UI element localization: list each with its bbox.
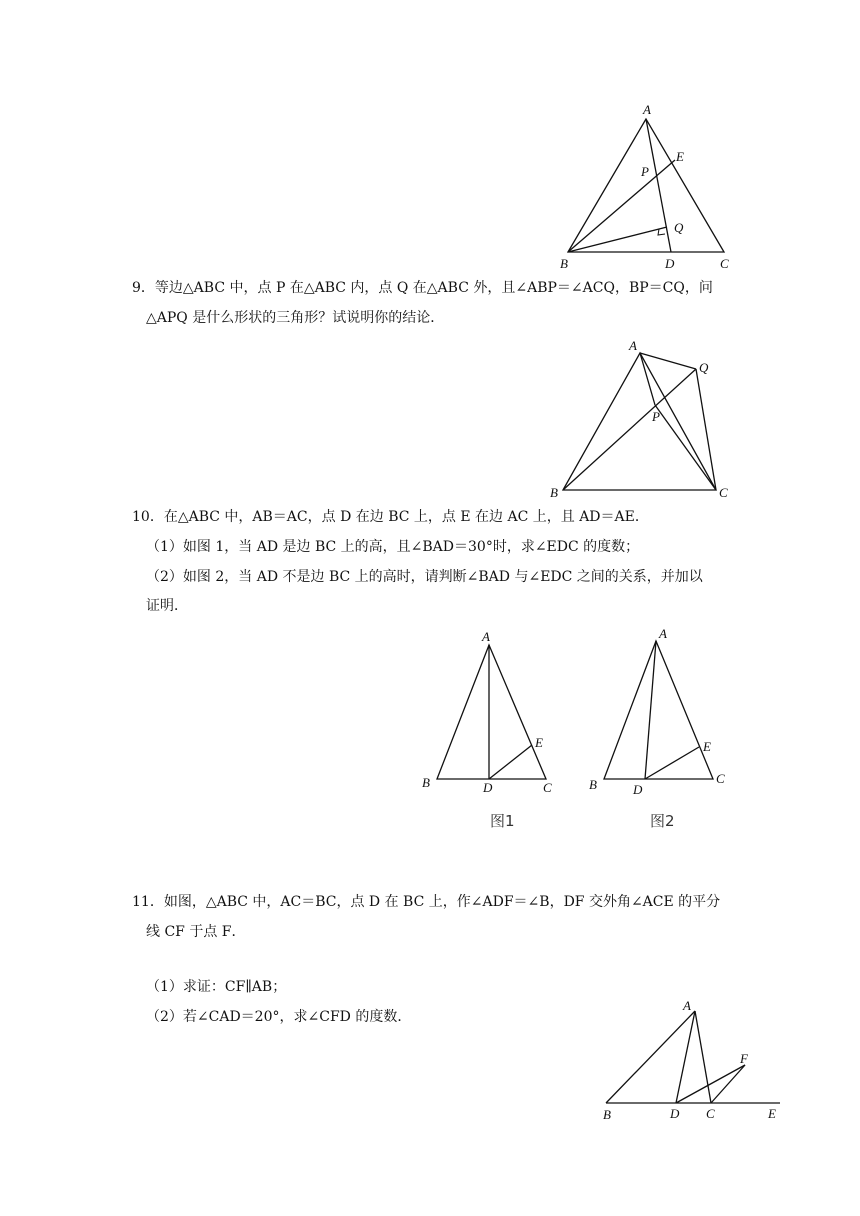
label-e: E bbox=[703, 739, 711, 754]
label-b: B bbox=[422, 775, 430, 790]
label-d: D bbox=[633, 782, 643, 797]
figure-q11 bbox=[595, 993, 790, 1123]
label-b: B bbox=[603, 1107, 611, 1122]
q10-part2-line2: 证明． bbox=[146, 598, 188, 614]
right-angle-mark bbox=[658, 229, 665, 235]
segment-aq bbox=[640, 353, 696, 369]
label-f: F bbox=[740, 1051, 748, 1066]
figure-caption-1: 图1 bbox=[490, 812, 515, 830]
segment-cf bbox=[711, 1065, 745, 1103]
figure-q10-fig2 bbox=[585, 622, 735, 802]
q11-text-line2: 线 CF 于点 F． bbox=[146, 924, 246, 940]
label-d: D bbox=[483, 780, 493, 795]
label-c: C bbox=[720, 256, 729, 271]
q9-text-line2: △APQ 是什么形状的三角形？试说明你的结论． bbox=[146, 310, 445, 326]
figure-q9 bbox=[540, 330, 750, 505]
triangle-abc bbox=[437, 645, 546, 779]
segment-ad bbox=[676, 1011, 695, 1103]
q11-text-line1: 11．如图，△ABC 中，AC＝BC，点 D 在 BC 上，作∠ADF＝∠B，DF 交外角∠ACE 的平分 bbox=[132, 894, 721, 910]
label-p: P bbox=[641, 164, 649, 179]
label-c: C bbox=[719, 485, 728, 500]
label-e: E bbox=[676, 149, 684, 164]
label-q: Q bbox=[699, 360, 709, 375]
segment-de bbox=[489, 745, 532, 779]
q10-part2-line1: （2）如图 2，当 AD 不是边 BC 上的高时，请判断∠BAD 与∠EDC 之间的关系，并加以 bbox=[146, 569, 703, 585]
segment-ab bbox=[606, 1011, 695, 1103]
segment-pc bbox=[655, 405, 716, 490]
label-b: B bbox=[589, 777, 597, 792]
triangle-abc bbox=[604, 641, 713, 779]
label-e: E bbox=[535, 735, 543, 750]
label-e: E bbox=[768, 1106, 776, 1121]
q10-part1: （1）如图 1，当 AD 是边 BC 上的高，且∠BAD＝30°时，求∠EDC 的度数； bbox=[146, 539, 640, 555]
label-q: Q bbox=[674, 220, 684, 235]
label-b: B bbox=[560, 256, 568, 271]
label-c: C bbox=[716, 771, 725, 786]
label-a: A bbox=[629, 338, 637, 353]
segment-bq bbox=[563, 369, 696, 490]
segment-ad bbox=[645, 641, 656, 779]
figure-q10-fig1 bbox=[415, 625, 565, 800]
figure-triangle-abc-pq bbox=[540, 98, 750, 278]
q11-part2: （2）若∠CAD＝20°，求∠CFD 的度数． bbox=[146, 1009, 412, 1025]
label-a: A bbox=[683, 998, 691, 1013]
label-b: B bbox=[550, 485, 558, 500]
q11-part1: （1）求证：CF∥AB； bbox=[146, 979, 287, 995]
segment-ap bbox=[640, 353, 655, 405]
segment-ac bbox=[695, 1011, 711, 1103]
label-p: P bbox=[652, 409, 660, 424]
label-a: A bbox=[659, 626, 667, 641]
q10-text-line1: 10．在△ABC 中，AB＝AC，点 D 在边 BC 上，点 E 在边 AC 上，且 AD＝AE． bbox=[132, 509, 649, 525]
label-d: D bbox=[670, 1106, 680, 1121]
figure-caption-2: 图2 bbox=[650, 812, 675, 830]
segment-de bbox=[645, 747, 699, 779]
label-c: C bbox=[543, 780, 552, 795]
label-d: D bbox=[665, 256, 675, 271]
label-a: A bbox=[482, 629, 490, 644]
q9-text-line1: 9．等边△ABC 中，点 P 在△ABC 内，点 Q 在△ABC 外，且∠ABP＝∠ACQ，BP＝CQ，问 bbox=[132, 280, 713, 296]
label-c: C bbox=[706, 1106, 715, 1121]
label-a: A bbox=[643, 102, 651, 117]
